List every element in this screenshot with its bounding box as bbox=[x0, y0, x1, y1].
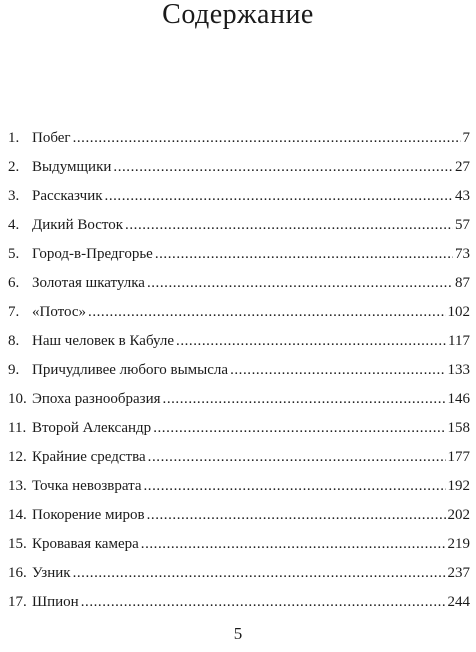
toc-entry[interactable] bbox=[8, 414, 470, 443]
toc-entry-page: 146 bbox=[447, 391, 470, 407]
toc-entry-number: 2. bbox=[8, 159, 20, 175]
toc-entry[interactable] bbox=[8, 443, 470, 472]
toc-entry-number: 14. bbox=[8, 507, 27, 523]
dot-leader bbox=[88, 298, 445, 327]
toc-entry-page: 158 bbox=[447, 420, 470, 436]
toc-entry-number: 15. bbox=[8, 536, 27, 552]
toc-entry-number: 16. bbox=[8, 565, 27, 581]
toc-entry[interactable] bbox=[8, 182, 470, 211]
toc-entry-title: Крайние средства bbox=[32, 449, 146, 465]
toc-entry-number: 3. bbox=[8, 188, 20, 204]
toc-entry-number: 7. bbox=[8, 304, 20, 320]
toc-entry-title: Шпион bbox=[32, 594, 79, 610]
toc-entry-page: 102 bbox=[447, 304, 470, 320]
toc-entry-title: Город-в-Предгорье bbox=[32, 246, 153, 262]
toc-entry[interactable] bbox=[8, 559, 470, 588]
toc-entry-title: Узник bbox=[32, 565, 71, 581]
toc-entry-page: 87 bbox=[455, 275, 470, 291]
toc-entry-title: Золотая шкатулка bbox=[32, 275, 145, 291]
toc-entry-number: 5. bbox=[8, 246, 20, 262]
dot-leader bbox=[176, 327, 446, 356]
toc-entry[interactable] bbox=[8, 530, 470, 559]
dot-leader bbox=[141, 530, 446, 559]
toc-entry[interactable] bbox=[8, 385, 470, 414]
dot-leader bbox=[155, 240, 453, 269]
dot-leader bbox=[73, 559, 446, 588]
toc-entry[interactable] bbox=[8, 327, 470, 356]
toc-entry-title: Причудливее любого вымысла bbox=[32, 362, 229, 378]
toc-entry-page: 117 bbox=[448, 333, 470, 349]
toc-entry-title: Рассказчик bbox=[32, 188, 103, 204]
dot-leader bbox=[147, 501, 446, 530]
toc-entry-title: Второй Александр bbox=[32, 420, 152, 436]
toc-entry-page: 244 bbox=[447, 594, 470, 610]
dot-leader bbox=[144, 472, 446, 501]
toc-entry-title: «Потос» bbox=[32, 304, 87, 320]
toc-entry-page: 219 bbox=[447, 536, 470, 552]
dot-leader bbox=[163, 385, 446, 414]
toc-entry-number: 6. bbox=[8, 275, 20, 291]
toc-entry[interactable] bbox=[8, 356, 470, 385]
toc-entry-title: Побег bbox=[32, 130, 71, 146]
dot-leader bbox=[148, 443, 446, 472]
toc-entry-number: 9. bbox=[8, 362, 20, 378]
toc-entry-title: Точка невозврата bbox=[32, 478, 142, 494]
toc-entry-page: 7 bbox=[462, 130, 470, 146]
toc-entry[interactable] bbox=[8, 124, 470, 153]
toc-entry-number: 1. bbox=[8, 130, 20, 146]
dot-leader bbox=[73, 124, 461, 153]
toc-entry[interactable] bbox=[8, 298, 470, 327]
toc-entry[interactable] bbox=[8, 153, 470, 182]
table-of-contents bbox=[8, 124, 470, 617]
toc-entry-number: 17. bbox=[8, 594, 27, 610]
page-number: 5 bbox=[233, 624, 243, 643]
toc-entry[interactable] bbox=[8, 211, 470, 240]
toc-entry-title: Дикий Восток bbox=[32, 217, 124, 233]
dot-leader bbox=[125, 211, 453, 240]
toc-entry-number: 4. bbox=[8, 217, 20, 233]
toc-entry[interactable] bbox=[8, 472, 470, 501]
dot-leader bbox=[105, 182, 453, 211]
toc-entry[interactable] bbox=[8, 240, 470, 269]
toc-entry-number: 12. bbox=[8, 449, 27, 465]
toc-entry-page: 237 bbox=[447, 565, 470, 581]
toc-entry-number: 11. bbox=[8, 420, 27, 436]
toc-entry-page: 133 bbox=[447, 362, 470, 378]
toc-entry-page: 57 bbox=[455, 217, 470, 233]
page-title: Содержание bbox=[162, 0, 314, 30]
toc-entry-number: 8. bbox=[8, 333, 20, 349]
toc-entry-title: Эпоха разнообразия bbox=[32, 391, 161, 407]
toc-entry-title: Покорение миров bbox=[32, 507, 145, 523]
toc-entry-page: 43 bbox=[455, 188, 470, 204]
toc-entry-page: 73 bbox=[455, 246, 470, 262]
toc-entry-number: 10. bbox=[8, 391, 27, 407]
toc-entry-page: 27 bbox=[455, 159, 470, 175]
toc-entry[interactable] bbox=[8, 501, 470, 530]
toc-entry[interactable] bbox=[8, 269, 470, 298]
toc-entry-page: 177 bbox=[447, 449, 470, 465]
toc-entry-title: Наш человек в Кабуле bbox=[32, 333, 175, 349]
toc-entry[interactable] bbox=[8, 588, 470, 617]
dot-leader bbox=[81, 588, 446, 617]
dot-leader bbox=[147, 269, 453, 298]
dot-leader bbox=[230, 356, 445, 385]
toc-entry-page: 192 bbox=[447, 478, 470, 494]
toc-entry-number: 13. bbox=[8, 478, 27, 494]
toc-entry-title: Кровавая камера bbox=[32, 536, 139, 552]
dot-leader bbox=[113, 153, 453, 182]
toc-entry-title: Выдумщики bbox=[32, 159, 112, 175]
toc-entry-page: 202 bbox=[447, 507, 470, 523]
dot-leader bbox=[153, 414, 445, 443]
